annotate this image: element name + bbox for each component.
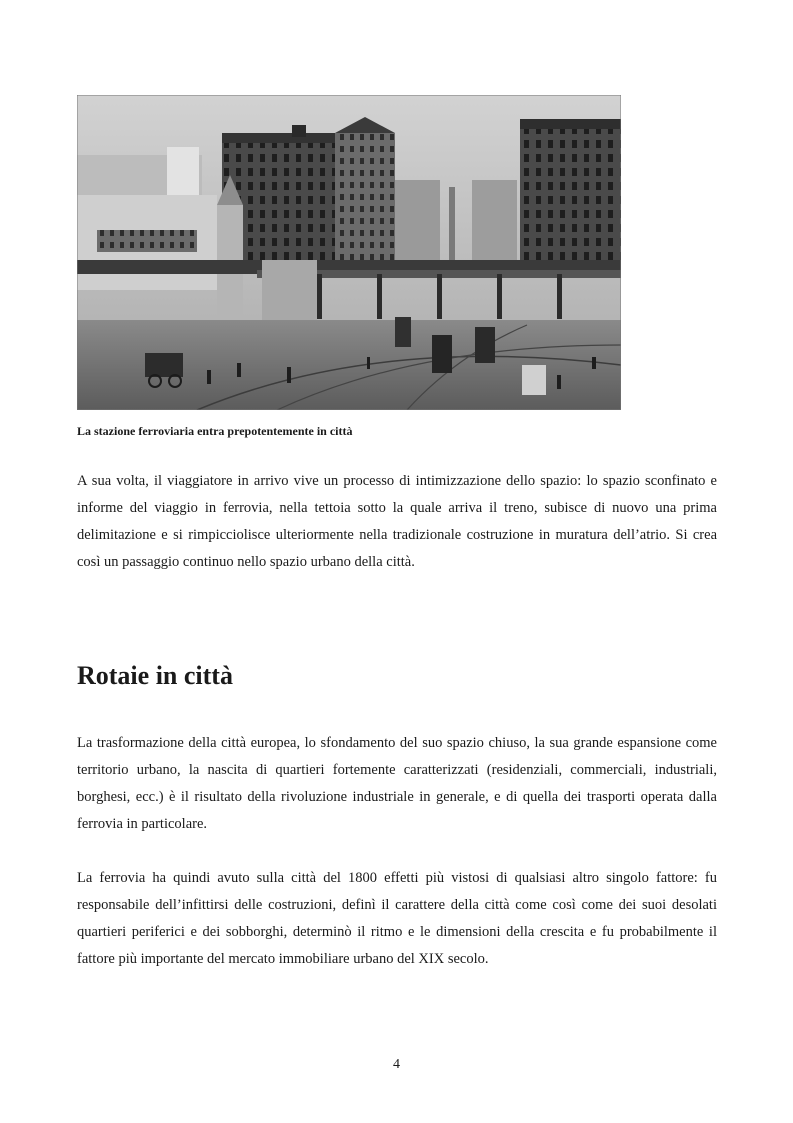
body-paragraph-1: A sua volta, il viaggiatore in arrivo vive un processo di intimizzazione dello spazio: lo spazio sconfinato e informe del viaggio in ferrovia, nella tettoia sotto la quale arriva il treno, subisce di nuovo una prima delimitazione e si rimpicciolisce ulteriormente nella tradizionale costruzione in muratura dell’atrio. Si crea così un passaggio continuo nello spazio urbano della città. xyxy=(77,473,717,570)
page-number: 4 xyxy=(393,1057,400,1072)
section-heading: Rotaie in città xyxy=(77,661,233,690)
station-illustration xyxy=(77,95,621,410)
body-paragraph-2: La trasformazione della città europea, lo sfondamento del suo spazio chiuso, la sua grande espansione come territorio urbano, la nascita di quartieri fortemente caratterizzati (residenziali, commerciali, industriali, borghesi, ecc.) è il risultato della rivoluzione industriale in generale, e di quella dei trasporti operata dalla ferrovia in particolare. xyxy=(77,735,717,832)
body-paragraph-3: La ferrovia ha quindi avuto sulla città del 1800 effetti più vistosi di qualsiasi altro singolo fattore: fu responsabile dell’infittirsi delle costruzioni, definì il carattere della città come così come dei suoi desolati quartieri periferici e dei sobborghi, determinò il ritmo e le dimensioni della crescita e fu probabilmente il fattore più importante del mercato immobiliare urbano del XIX secolo. xyxy=(77,870,717,967)
figure-caption: La stazione ferroviaria entra prepotentemente in città xyxy=(77,424,353,438)
historic-station-photo xyxy=(77,95,621,410)
